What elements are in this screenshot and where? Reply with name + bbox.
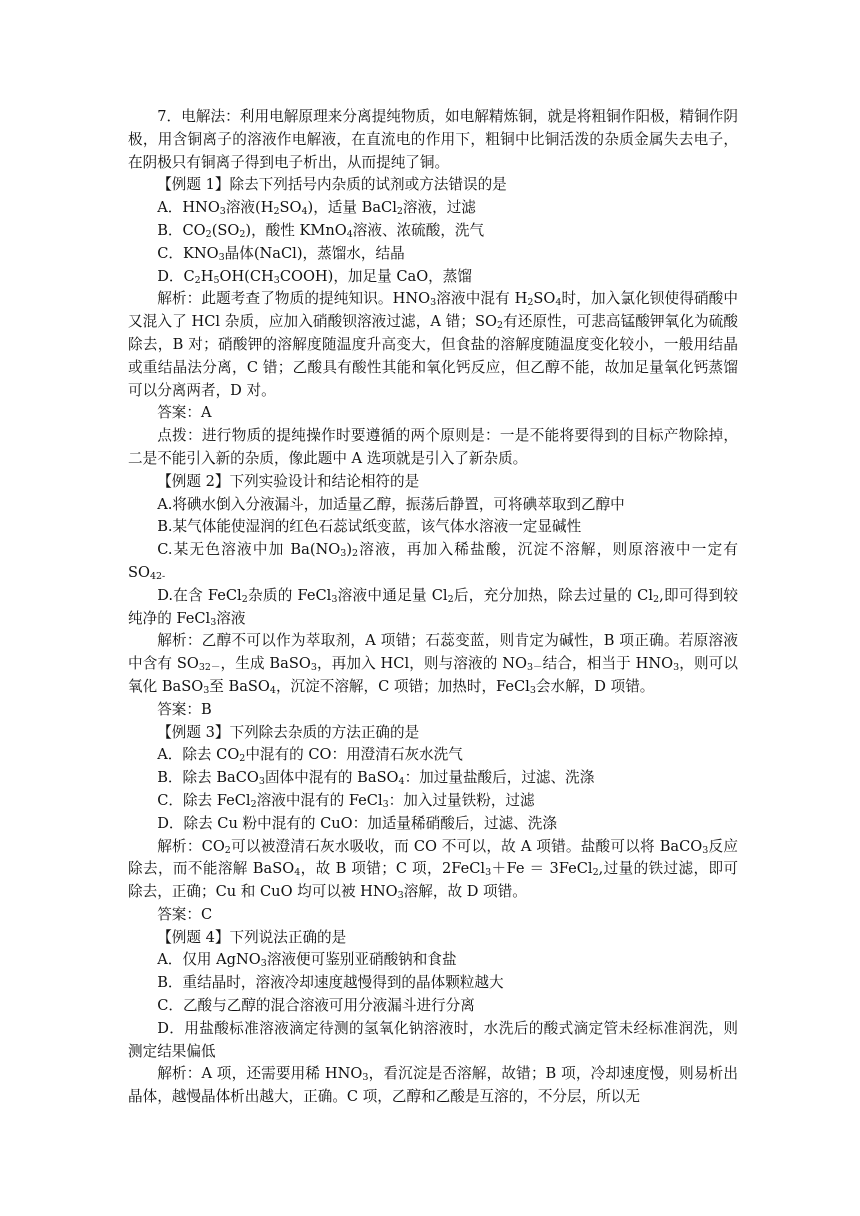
paragraph: 答案：C [157,905,213,923]
paragraph: B．$CO_2(SO_2)$，酸性 KMnO$_4$溶液、浓硫酸，洗气 [157,221,485,240]
paragraph: C．$KNO_3$晶体(NaCl)，蒸馏水，结晶 [157,244,405,263]
subscript: － [533,662,543,674]
subscript: 2 [239,228,246,240]
paragraph: B.某气体能使湿润的红色石蕊试纸变蓝，该气体水溶液一定显碱性 [157,518,582,536]
subscript: 3 [673,662,680,674]
subscript: 4 [555,297,562,309]
paragraph: A．$HNO_3$溶液$(H_2SO_4)$，适量 BaCl$_2$溶液，过滤 [157,199,476,218]
subscript: 2 [273,206,280,218]
paragraph: 解析：乙醇不可以作为萃取剂，A 项错；石蕊变蓝，则肯定为碱性，B 项正确。若原溶液中含有 $SO_{32-}$，生成 BaSO$_3$，再加入 HCl，则与溶液的 $NO_{3-}$结合，相当于 $HNO_3$，则可以氧化 BaSO$_3$至 BaSO$_4$，沉淀不溶解，C 项错；加热时，FeCl$_3$会水解，D 项错。 [128,632,738,696]
paragraph: 7．电解法：利用电解原理来分离提纯物质，如电解精炼铜，就是将粗铜作阳极，精铜作阴极，用含铜离子的溶液作电解液，在直流电的作用下，粗铜中比铜活泼的杂质金属失去电子，在阴极只有铜离子得到电子析出，从而提纯了铜。 [128,108,738,171]
paragraph: 解析：A 项，还需要用稀 $HNO_3$，看沉淀是否溶解，故错；B 项，冷却速度慢，则易析出晶体，越慢晶体析出越大，正确。C 项，乙醇和乙酸是互溶的，不分层，所以无 [128,1065,739,1106]
paragraph: 解析：$CO_2$可以被澄清石灰水吸收，而 CO 不可以，故 A 项错。盐酸可以将 BaCO$_3$反应除去，而不能溶解 BaSO$_4$，故 B 项错；C 项，2FeCl$_3$＋Fe ＝ 3FeCl$_2$,过量的铁过滤，即可除去，正确；Cu 和 CuO 均可以被 $HNO_3$溶解，故 D 项错。 [128,837,739,902]
paragraph: A.将碘水倒入分液漏斗，加适量乙醇，振荡后静置，可将碘萃取到乙醇中 [157,495,625,513]
subscript: 3 [382,798,389,810]
paragraph: 【例题 4】下列说法正确的是 [157,928,347,946]
subscript: 2 [239,753,246,765]
subscript: 4 [346,228,353,240]
paragraph: C．乙酸与乙醇的混合溶液可用分液漏斗进行分离 [157,997,475,1015]
paragraph: B．除去 BaCO$_3$固体中混有的 BaSO$_4$：加过量盐酸后，过滤、洗涤 [157,769,595,788]
paragraph: D．$C_2H_5OH(CH_3COOH)$，加足量 CaO，蒸馏 [157,267,472,286]
subscript: 3 [203,684,210,696]
subscript: 3 [397,890,404,902]
paragraph: 解析：此题考查了物质的提纯知识。$HNO_3$溶液中混有 $H_2SO_4$时，加入氯化钡使得硝酸中又混入了 HCl 杂质，应加入硝酸钡溶液过滤，A 错；$SO_2$有还原性，可悲高锰酸钾氧化为硫酸除去，B 对；硝酸钾的溶解度随温度升高变大，但食盐的溶解度随温度变化较小，一般用结晶或重结晶法分离，C 错；乙酸具有酸性其能和氧化钙反应，但乙醇不能，故加足量氧化钙蒸馏可以分离两者，D 对。 [128,290,738,399]
subscript: 3 [310,662,317,674]
subscript: 2 [224,844,231,856]
subscript: 3 [526,662,534,674]
paragraph: A．仅用 AgNO$_3$溶液便可鉴别亚硝酸钠和食盐 [157,951,457,970]
paragraph: 【例题 2】下列实验设计和结论相符的是 [157,472,420,490]
paragraph: 答案：B [157,700,212,718]
subscript: 2 [527,297,534,309]
paragraph: B．重结晶时，溶液冷却速度越慢得到的晶体颗粒越大 [157,974,504,992]
subscript: 2 [447,593,454,605]
subscript: 3 [362,1072,369,1084]
subscript: 4 [301,206,308,218]
subscript: 2 [496,320,503,332]
paragraph: D．用盐酸标准溶液滴定待测的氢氧化钠溶液时，水洗后的酸式滴定管未经标准润洗，则测定结果偏低 [128,1019,738,1060]
paragraph: C.某无色溶液中加 $Ba(NO_3)_2$溶液，再加入稀盐酸，沉淀不溶解，则原溶液中一定有 $SO_{42-}$ [128,541,738,582]
subscript: 2- [156,570,166,582]
subscript: 2 [352,548,359,560]
subscript: 3 [273,274,280,286]
paragraph: 答案：A [157,404,212,422]
subscript: 4 [269,684,276,696]
subscript: 2 [396,206,403,218]
subscript: 3 [430,297,437,309]
subscript: 3 [702,844,709,856]
subscript: 2 [194,274,201,286]
subscript: 4 [149,570,157,582]
subscript: 2 [592,867,599,879]
subscript: 4 [398,776,405,788]
paragraph: 点拨：进行物质的提纯操作时要遵循的两个原则是：一是不能将要得到的目标产物除掉，二是不能引入新的杂质，像此题中 A 选项就是引入了新杂质。 [128,427,738,467]
subscript: 3 [331,593,338,605]
subscript: 3 [198,662,205,674]
subscript: 2 [205,228,212,240]
subscript: 2 [250,798,257,810]
subscript: 3 [218,251,225,263]
subscript: 4 [294,867,301,879]
subscript: 3 [258,776,265,788]
paragraph: D.在含 FeCl$_2$杂质的 FeCl$_3$溶液中通足量 $Cl_2$后，充分加热，除去过量的 $Cl_2$,即可得到较纯净的 FeCl$_3$溶液 [128,586,739,628]
subscript: 3 [210,616,217,628]
paragraph: D．除去 Cu 粉中混有的 CuO：加适量稀硝酸后，过滤、洗涤 [157,814,557,832]
paragraph: 【例题 3】下列除去杂质的方法正确的是 [157,723,420,741]
subscript: 2 [241,593,248,605]
subscript: 5 [213,274,220,286]
subscript: 2 [653,593,660,605]
paragraph: C．除去 FeCl$_2$溶液中混有的 FeCl$_3$：加入过量铁粉，过滤 [157,791,535,810]
subscript: 3 [260,958,267,970]
subscript: 2－ [204,662,221,674]
paragraph: 【例题 1】除去下列括号内杂质的试剂或方法错误的是 [157,176,507,194]
subscript: 3 [529,684,536,696]
paragraph: A．除去 $CO_2$中混有的 CO：用澄清石灰水洗气 [157,746,463,765]
subscript: 3 [340,548,347,560]
subscript: 3 [485,867,492,879]
subscript: 3 [219,206,226,218]
